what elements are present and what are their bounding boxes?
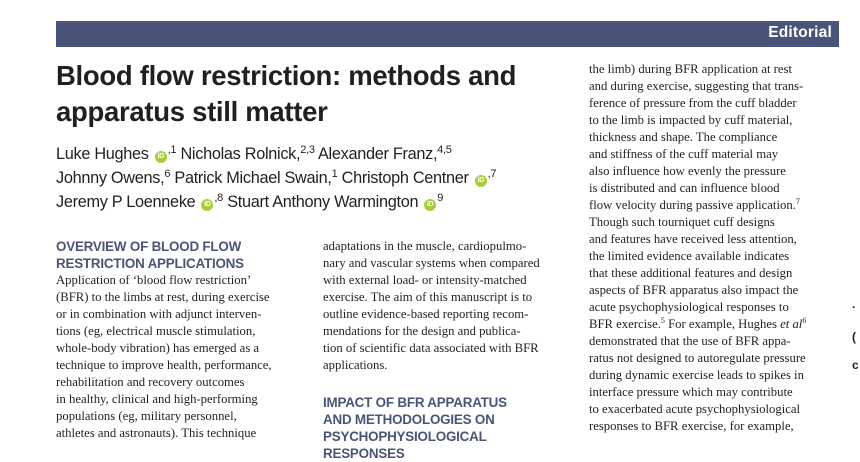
text-line: the limb) during BFR application at rest bbox=[589, 62, 792, 76]
author-name: Johnny Owens, bbox=[56, 169, 165, 187]
article-type-label: Editorial bbox=[768, 24, 832, 41]
author-name: Alexander Franz, bbox=[317, 145, 438, 163]
heading-line: OVERVIEW OF BLOOD FLOW bbox=[56, 239, 242, 254]
text-line: whole-body vibration) has emerged as a bbox=[56, 341, 260, 355]
text-line: ference of pressure from the cuff bladder bbox=[589, 96, 797, 110]
text-line: and stiffness of the cuff material may bbox=[589, 147, 779, 161]
orcid-icon[interactable]: iD bbox=[201, 199, 213, 211]
title-line: Blood flow restriction: methods and bbox=[56, 60, 517, 91]
text-line: rehabilitation and recovery outcomes bbox=[56, 375, 245, 389]
text-line: during dynamic exercise leads to spikes in bbox=[589, 368, 804, 382]
affiliation-ref: ,8 bbox=[214, 192, 223, 204]
section-header-bar bbox=[56, 21, 839, 47]
orcid-icon[interactable]: iD bbox=[155, 151, 167, 163]
text-line: Application of ‘blood flow restriction’ bbox=[56, 273, 252, 287]
edge-mark: ( bbox=[852, 330, 856, 344]
citation-ref[interactable]: 7 bbox=[795, 197, 800, 206]
text-line: or in combination with adjunct interven- bbox=[56, 307, 262, 321]
text-line: outline evidence-based reporting recom- bbox=[323, 307, 529, 321]
text-line: responses to BFR exercise, for example, bbox=[589, 419, 794, 433]
body-column-3 bbox=[589, 61, 838, 435]
edge-mark: · bbox=[852, 300, 856, 314]
text-line: acute psychophysiological responses to bbox=[589, 300, 789, 314]
text-line: adaptations in the muscle, cardiopulmo- bbox=[323, 239, 527, 253]
section-heading bbox=[323, 394, 571, 462]
heading-line: RESTRICTION APPLICATIONS bbox=[56, 256, 244, 271]
article-title bbox=[56, 58, 556, 130]
heading-line: PSYCHOPHYSIOLOGICAL RESPONSES bbox=[323, 429, 487, 461]
text-line: also influence how evenly the pressure bbox=[589, 164, 786, 178]
author-name: Stuart Anthony Warmington bbox=[227, 193, 419, 211]
affiliation-ref: 4,5 bbox=[437, 144, 452, 156]
text-line: and during exercise, suggesting that trans- bbox=[589, 79, 804, 93]
text-line: the limited evidence available indicates bbox=[589, 249, 790, 263]
text-line: ratus not designed to autoregulate pressure bbox=[589, 351, 806, 365]
text-line: (BFR) to the limbs at rest, during exercise bbox=[56, 290, 270, 304]
affiliation-ref: ,7 bbox=[487, 168, 497, 180]
text-line bbox=[589, 197, 838, 214]
text-line: and features have received less attention, bbox=[589, 232, 797, 246]
text-line: interface pressure which may contribute bbox=[589, 385, 793, 399]
affiliation-ref: 9 bbox=[437, 192, 444, 204]
author-name: Jeremy P Loenneke bbox=[56, 193, 196, 211]
edge-mark: c bbox=[852, 358, 859, 372]
author-name: Luke Hughes bbox=[56, 145, 149, 163]
affiliation-ref: 2,3 bbox=[300, 144, 315, 156]
author-name: Nicholas Rolnick, bbox=[180, 145, 301, 163]
body-column-1 bbox=[56, 238, 303, 442]
text-run: et al bbox=[780, 317, 803, 331]
title-line: apparatus still matter bbox=[56, 96, 328, 127]
text-line: demonstrated that the use of BFR appa- bbox=[589, 334, 791, 348]
text-line: tions (eg, electrical muscle stimulation, bbox=[56, 324, 256, 338]
text-line: populations (eg, military personnel, bbox=[56, 409, 237, 423]
heading-line: IMPACT OF BFR APPARATUS bbox=[323, 395, 507, 410]
paragraph bbox=[56, 272, 303, 442]
orcid-icon[interactable]: iD bbox=[475, 175, 487, 187]
text-line: in healthy, clinical and high-performing bbox=[56, 392, 258, 406]
text-run: flow velocity during passive application. bbox=[589, 198, 796, 212]
text-line: thickness and shape. The compliance bbox=[589, 130, 778, 144]
citation-ref[interactable]: 6 bbox=[802, 316, 807, 325]
paragraph bbox=[323, 238, 571, 374]
affiliation-ref: 6 bbox=[164, 168, 171, 180]
text-line: is distributed and can influence blood bbox=[589, 181, 780, 195]
heading-line: AND METHODOLOGIES ON bbox=[323, 412, 495, 427]
text-line: mendations for the design and publica- bbox=[323, 324, 521, 338]
text-line: aspects of BFR apparatus also impact the bbox=[589, 283, 799, 297]
text-line: to exacerbated acute psychophysiological bbox=[589, 402, 801, 416]
text-line: tion of scientific data associated with BFR bbox=[323, 341, 539, 355]
text-line: to the limb is impacted by cuff material, bbox=[589, 113, 793, 127]
text-line bbox=[589, 316, 838, 333]
affiliation-ref: ,1 bbox=[167, 144, 177, 156]
text-run: BFR exercise. bbox=[589, 317, 661, 331]
text-line: nary and vascular systems when compared bbox=[323, 256, 540, 270]
body-column-2-section bbox=[323, 394, 571, 462]
author-name: Patrick Michael Swain, bbox=[174, 169, 332, 187]
author-list bbox=[56, 142, 556, 214]
text-line: technique to improve health, performance, bbox=[56, 358, 272, 372]
citation-ref[interactable]: 5 bbox=[660, 316, 665, 325]
affiliation-ref: 1 bbox=[331, 168, 338, 180]
text-line: applications. bbox=[323, 358, 388, 372]
body-column-2 bbox=[323, 238, 571, 374]
text-line: athletes and astronauts). This technique bbox=[56, 426, 257, 440]
text-line: with external load- or intensity-matched bbox=[323, 273, 527, 287]
text-line: exercise. The aim of this manuscript is to bbox=[323, 290, 533, 304]
section-heading bbox=[56, 238, 303, 272]
text-line: Though such tourniquet cuff designs bbox=[589, 215, 775, 229]
orcid-icon[interactable]: iD bbox=[424, 199, 436, 211]
text-line: that these additional features and design bbox=[589, 266, 793, 280]
author-name: Christoph Centner bbox=[341, 169, 469, 187]
paragraph bbox=[589, 61, 838, 435]
text-run: For example, Hughes bbox=[664, 317, 781, 331]
